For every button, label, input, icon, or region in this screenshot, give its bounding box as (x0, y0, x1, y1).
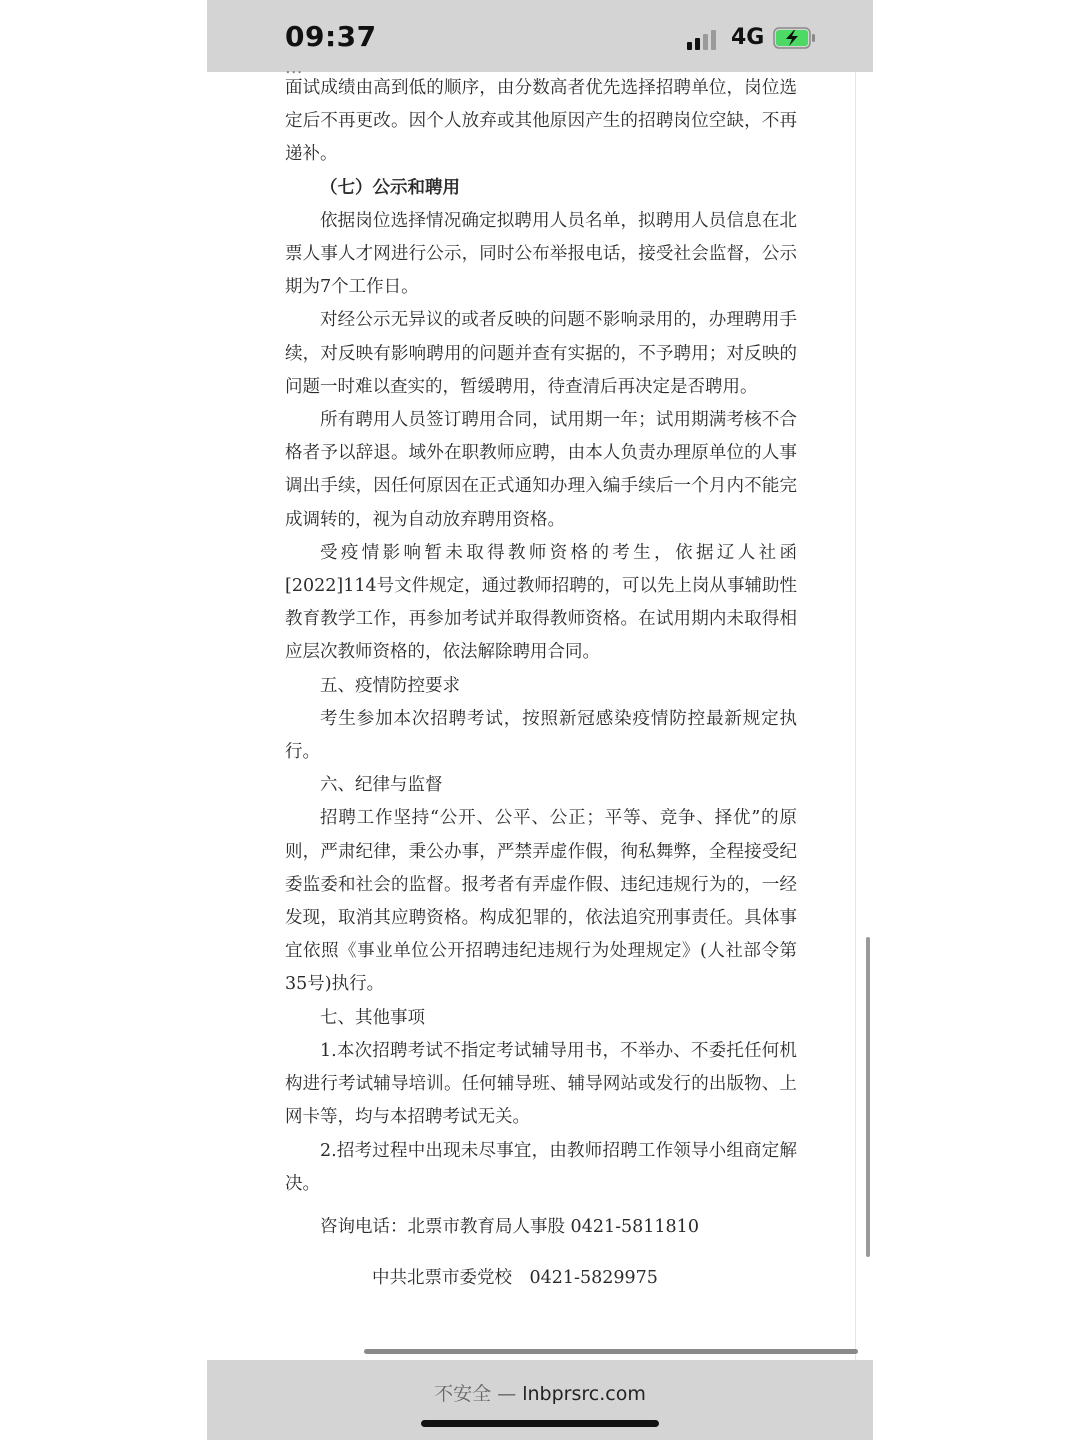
paragraph: 面试成绩由高到低的顺序，由分数高者优先选择招聘单位，岗位选定后不再更改。因个人放弃或其他原因产生的招聘岗位空缺，不再递补。 (285, 78, 797, 165)
section-heading: 七、其他事项 (320, 1007, 425, 1028)
section-heading: （七）公示和聘用 (320, 177, 460, 198)
vertical-scrollbar[interactable] (866, 937, 870, 1257)
signal-icon (687, 28, 719, 50)
web-content[interactable] (207, 58, 873, 1360)
contact-line: 咨询电话：北票市教育局人事股 0421-5811810 (320, 1216, 699, 1237)
home-indicator[interactable] (421, 1420, 659, 1427)
paragraph: 对经公示无异议的或者反映的问题不影响录用的，办理聘用手续，对反映有影响聘用的问题并查有实据的，不予聘用；对反映的问题一时难以查实的，暂缓聘用，待查清后再决定是否聘用。 (285, 310, 797, 397)
horizontal-scrollbar[interactable] (364, 1349, 858, 1354)
contact-line: 中共北票市委党校 0421-5829975 (372, 1268, 658, 1289)
section-heading: 六、纪律与监督 (320, 775, 443, 796)
paragraph: 招聘工作坚持“公开、公平、公正；平等、竞争、择优”的原则，严肃纪律，秉公办事，严禁弄虚作假，徇私舞弊，全程接受纪委监委和社会的监督。报考者有弄虚作假、违纪违规行为的，一经发现，取消其应聘资格。构成犯罪的，依法追究刑事责任。具体事宜依照《事业单位公开招聘违纪违规行为处理规定》(人社部令第35号)执行。 (285, 808, 797, 995)
network-type: 4G (731, 25, 765, 50)
document-body (285, 52, 797, 1295)
address-text[interactable] (207, 1379, 873, 1406)
insecure-label: 不安全 (434, 1383, 492, 1405)
paragraph: 依据岗位选择情况确定拟聘用人员名单，拟聘用人员信息在北票人事人才网进行公示，同时公布举报电话，接受社会监督，公示期为7个工作日。 (285, 210, 797, 298)
phone-screen (207, 0, 873, 1440)
cut-line-text: … (285, 58, 303, 78)
paragraph: 受疫情影响暂未取得教师资格的考生，依据辽人社函[2022]114号文件规定，通过教师招聘的，可以先上岗从事辅助性教育教学工作，再参加考试并取得教师资格。在试用期内未取得相应层次教师资格的，依法解除聘用合同。 (285, 542, 797, 663)
status-time: 09:37 (285, 20, 377, 53)
paragraph: 考生参加本次招聘考试，按照新冠感染疫情防控最新规定执行。 (285, 708, 797, 763)
cut-line (285, 52, 797, 78)
paragraph: 1.本次招聘考试不指定考试辅导用书，不举办、不委托任何机构进行考试辅导培训。任何辅导班、辅导网站或发行的出版物、上网卡等，均与本招聘考试无关。 (285, 1040, 797, 1128)
battery-charging-icon (773, 27, 817, 49)
paragraph: 所有聘用人员签订聘用合同，试用期一年；试用期满考核不合格者予以辞退。域外在职教师应聘，由本人负责办理原单位的人事调出手续，因任何原因在正式通知办理入编手续后一个月内不能完成调转的，视为自动放弃聘用资格。 (285, 410, 797, 530)
page-edge (855, 72, 856, 1360)
section-heading: 五、疫情防控要求 (320, 675, 460, 696)
domain-label: lnbprsrc.com (522, 1383, 646, 1405)
separator: — (497, 1383, 517, 1405)
paragraph: 2.招考过程中出现未尽事宜，由教师招聘工作领导小组商定解决。 (285, 1140, 797, 1194)
browser-address-bar[interactable] (207, 1360, 873, 1440)
